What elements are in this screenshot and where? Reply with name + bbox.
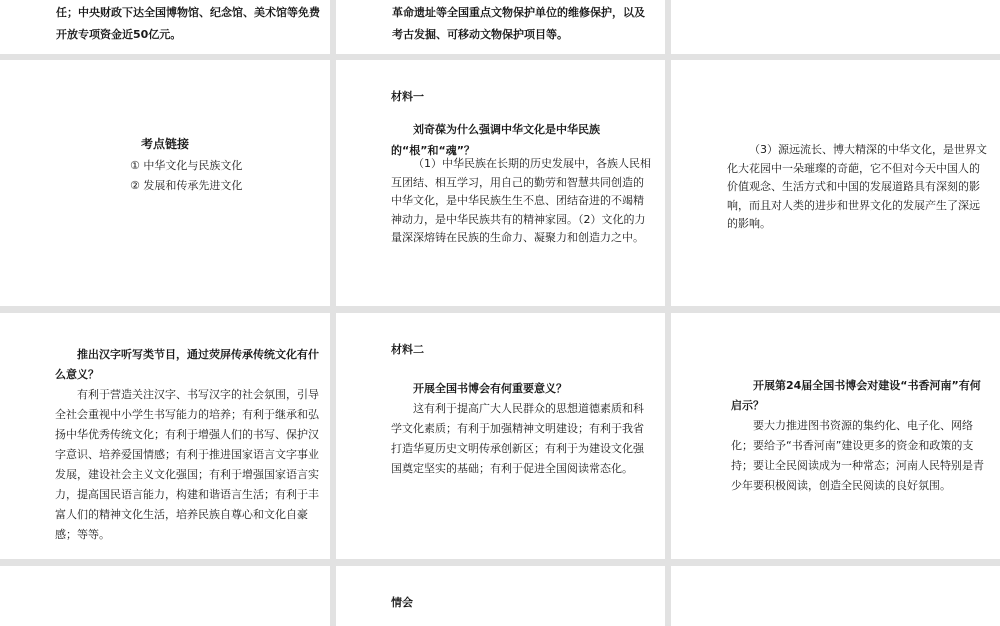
list-item: ② 发展和传承先进文化	[130, 179, 243, 192]
question-text: 刘奇葆为什么强调中华文化是中华民族的“根”和“魂”？	[391, 123, 600, 157]
slide-text: 任；中央财政下达全国博物馆、纪念馆、美术馆等免费开放专项资金近50亿元。	[56, 6, 320, 41]
slide-material-two	[336, 313, 665, 559]
question-text: 开展全国书博会有何重要意义？	[413, 382, 567, 395]
slide-top-left	[0, 0, 330, 54]
question-text: 开展第24届全国书博会对建设“书香河南”有何启示？	[731, 379, 981, 412]
slide-bottom-middle	[336, 566, 665, 626]
list-item: ① 中华文化与民族文化	[130, 159, 243, 172]
answer-text: （3）源远流长、博大精深的中华文化，是世界文化大花园中一朵璀璨的奇葩，它不但对今天中国人的价值观念、生活方式和中国的发展道路具有深刻的影响，而且对人类的进步和世界文化的发展产生了深远的影响。	[727, 143, 987, 230]
slide-title: 考点链接	[140, 137, 189, 151]
slide-material-one-continued	[671, 60, 1000, 306]
answer-text: 要大力推进图书资源的集约化、电子化、网络化；要给予“书香河南”建设更多的资金和政策的支持；要让全民阅读成为一种常态；河南人民特别是青少年要积极阅读，创造全民阅读的良好氛围。	[731, 419, 984, 492]
slide-dictation-program	[0, 313, 330, 559]
slide-exam-links	[0, 60, 330, 306]
section-heading: 材料二	[391, 343, 424, 356]
answer-text: （1）中华民族在长期的历史发展中，各族人民相互团结、相互学习，用自己的勤劳和智慧共同创造的中华文化，是中华民族生生不息、团结奋进的不竭精神动力，是中华民族共有的精神家园。（2）文化的力量深深熔铸在民族的生命力、凝聚力和创造力之中。	[391, 157, 651, 244]
section-heading: 情会	[391, 596, 413, 609]
slide-text: 革命遗址等全国重点文物保护单位的维修保护，以及考古发掘、可移动文物保护项目等。	[392, 6, 645, 41]
answer-text: 有利于营造关注汉字、书写汉字的社会氛围，引导全社会重视中小学生书写能力的培养；有利于继承和弘扬中华优秀传统文化；有利于增强人们的书写、保护汉字意识、培养爱国情感；有利于推进国家语言文字事业发展，建设社会主义文化强国；有利于增强国家语言实力，提高国民语言能力，构建和谐语言生活；有利于丰富人们的精神文化生活，培养民族自尊心和文化自豪感；等等。	[55, 388, 319, 541]
slide-bottom-right	[671, 566, 1000, 626]
slide-material-one	[336, 60, 665, 306]
answer-text: 这有利于提高广大人民群众的思想道德素质和科学文化素质；有利于加强精神文明建设；有利于我省打造华夏历史文明传承创新区；有利于为建设文化强国奠定坚实的基础；有利于促进全国阅读常态化。	[391, 402, 644, 475]
slide-book-fair-inspiration	[671, 313, 1000, 559]
slide-top-right	[671, 0, 1000, 54]
point-list	[130, 156, 320, 196]
section-heading: 材料一	[391, 90, 424, 103]
slide-bottom-left	[0, 566, 330, 626]
slide-top-middle	[336, 0, 665, 54]
question-text: 推出汉字听写类节目，通过荧屏传承传统文化有什么意义？	[55, 348, 319, 381]
